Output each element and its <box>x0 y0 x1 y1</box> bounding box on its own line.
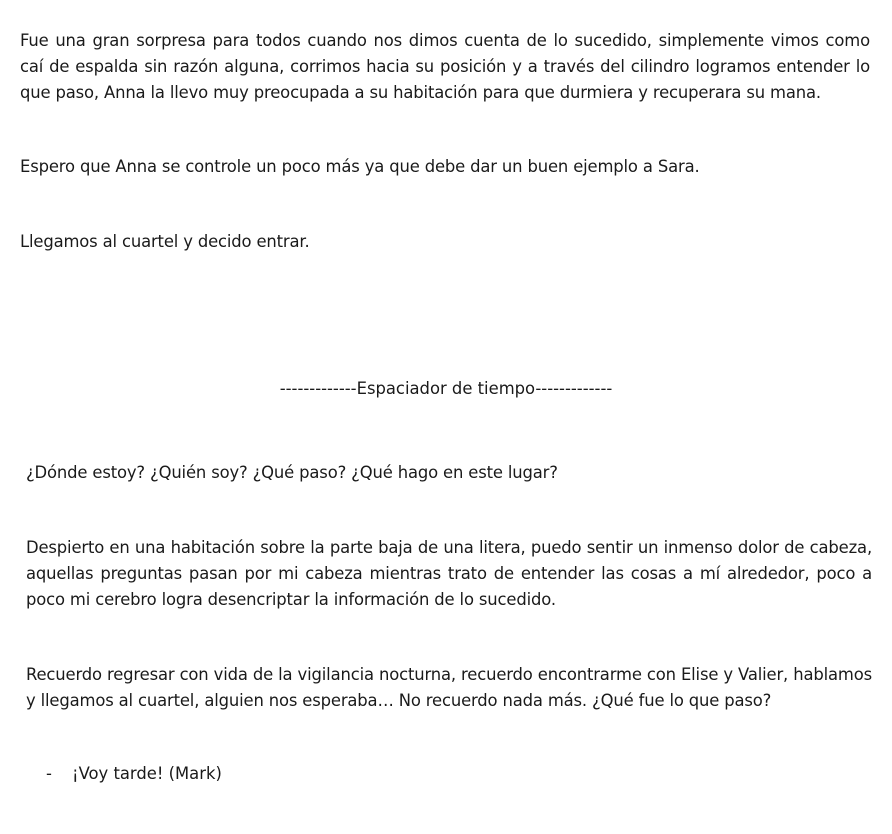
dialogue-dash: - <box>46 764 52 783</box>
paragraph-4: ¿Dónde estoy? ¿Quién soy? ¿Qué paso? ¿Qué hago en este lugar? <box>26 463 558 482</box>
paragraph-1: Fue una gran sorpresa para todos cuando nos dimos cuenta de lo sucedido, simplemente vimos como caí de espalda sin razón alguna, corrimos hacia su posición y a través del cilindro logramos entender lo que paso, Anna la llevo muy preocupada a su habitación para que durmiera y recuperara su mana. <box>20 31 870 102</box>
paragraph-5: Despierto en una habitación sobre la parte baja de una litera, puedo sentir un inmenso dolor de cabeza, aquellas preguntas pasan por mi cabeza mientras trato de entender las cosas a mí alrededor, poco a poco mi cerebro logra desencriptar la información de lo sucedido. <box>26 538 872 609</box>
time-separator: -------------Espaciador de tiempo------------- <box>279 379 613 398</box>
paragraph-2: Espero que Anna se controle un poco más ya que debe dar un buen ejemplo a Sara. <box>20 157 700 176</box>
paragraph-3: Llegamos al cuartel y decido entrar. <box>20 232 310 251</box>
dialogue-line <box>46 761 222 787</box>
paragraph-6: Recuerdo regresar con vida de la vigilancia nocturna, recuerdo encontrarme con Elise y Valier, hablamos y llegamos al cuartel, alguien nos esperaba… No recuerdo nada más. ¿Qué fue lo que paso? <box>26 665 872 710</box>
dialogue-text: ¡Voy tarde! (Mark) <box>72 764 222 783</box>
